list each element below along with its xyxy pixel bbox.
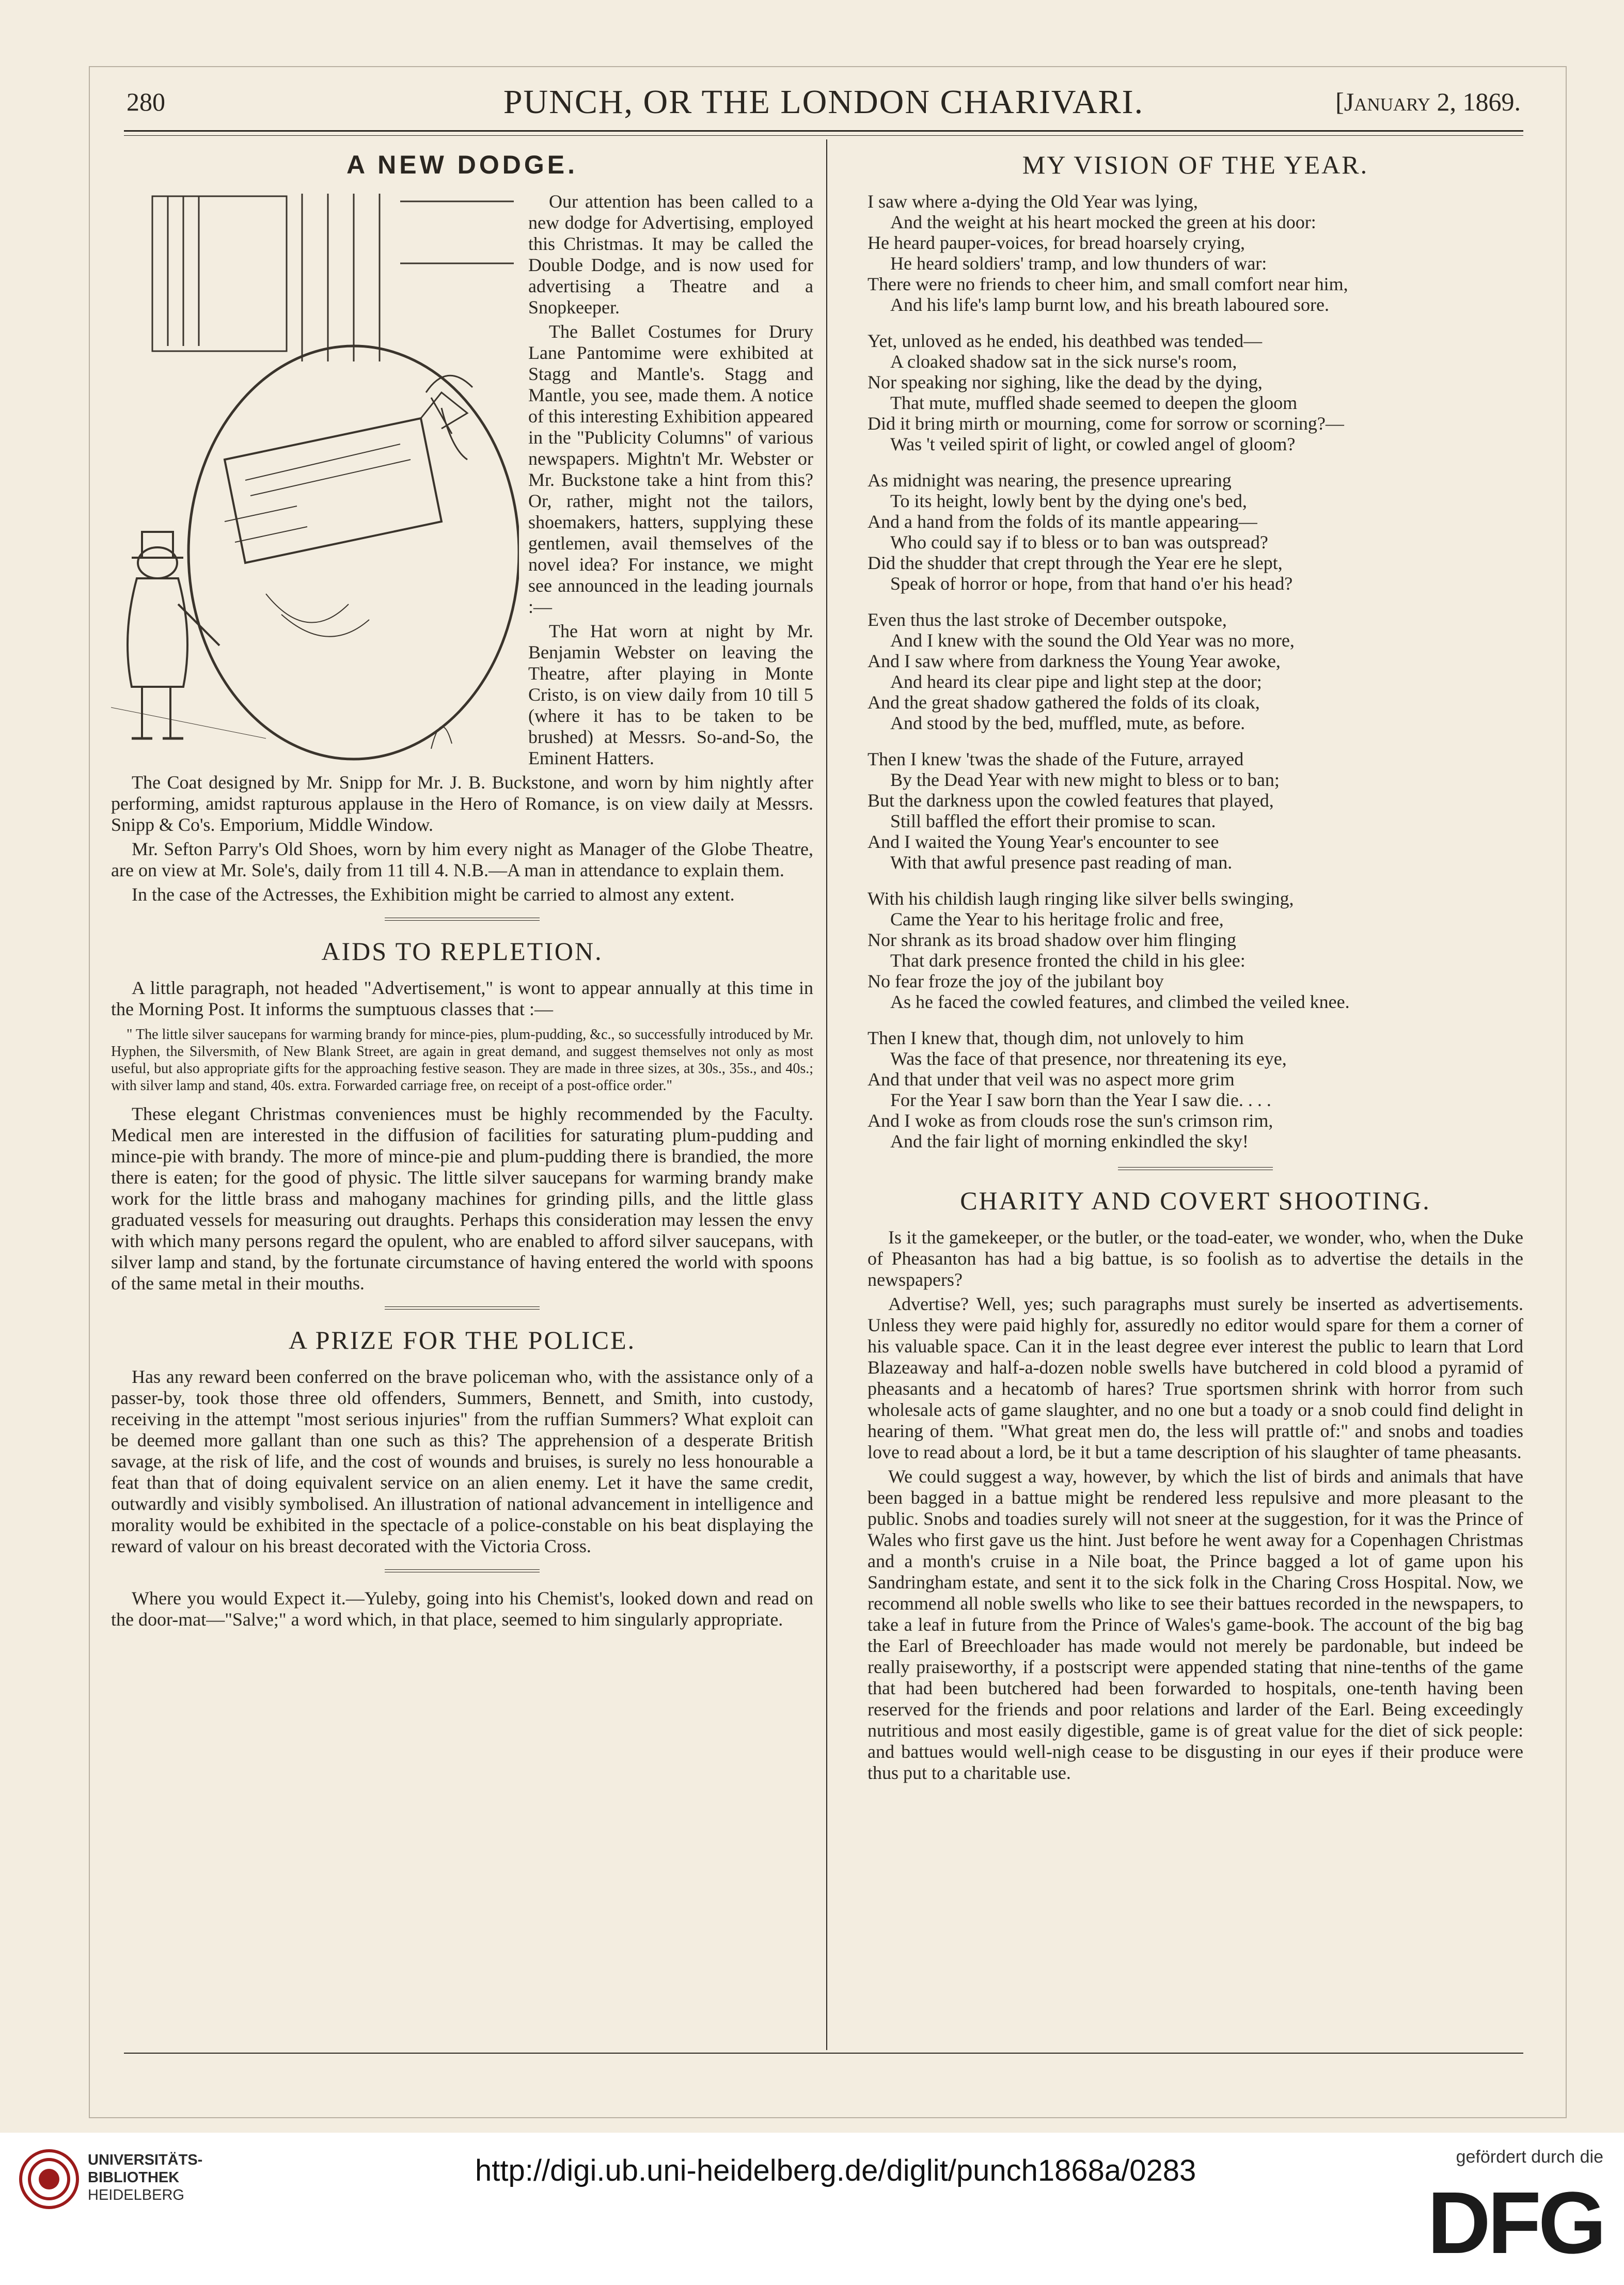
- charity-p1: Is it the gamekeeper, or the butler, or the toad-eater, we wonder, who, when the Duke of Pheasanton has had a big battue, is so foolish as to advertise the details in the newspapers?: [868, 1227, 1523, 1290]
- poem-stanza: [868, 609, 1523, 733]
- poem-stanza: [868, 888, 1523, 1012]
- aids-p2: These elegant Christmas conveniences must be highly recommended by the Faculty. Medical men are interested in the diffusion of facilities for saturating plum-pudding and mince-pie with brandy. The more of mince-pie and plum-pudding there is brandied, the more there is eaten; for the good of physic. The little silver saucepans for warming brandy make work for the little brass and mahogany machines for grinding pills, and the little glass graduated vessels for measuring out draughts. Perhaps this consideration may lessen the envy with which many persons regard the opulent, who are enabled to afford silver saucepans, with silver lamp and stand, by the fortunate circumstance of having entered the world with spoons of the same metal in their mouths.: [111, 1104, 813, 1294]
- poem-line: And his life's lamp burnt low, and his breath laboured sore.: [890, 294, 1329, 315]
- new-dodge-p1: Our attention has been called to a new dodge for Advertising, employed this Christmas. It may be called the Double Dodge, and is now used for advertising a Theatre and a Snopkeeper.: [528, 191, 813, 318]
- left-column: [111, 150, 813, 1633]
- poem-line: And the weight at his heart mocked the green at his door:: [890, 212, 1316, 232]
- poem-line: Then I knew 'twas the shade of the Future, arrayed: [868, 749, 1244, 769]
- article-title-vision: MY VISION OF THE YEAR.: [1022, 150, 1369, 179]
- poem-line: And I waited the Young Year's encounter to see: [868, 831, 1219, 852]
- poem-line: Was the face of that presence, nor threatening its eye,: [890, 1048, 1287, 1069]
- poem-line: And the fair light of morning enkindled the sky!: [890, 1131, 1249, 1152]
- poem-line: There were no friends to cheer him, and small comfort near him,: [868, 274, 1348, 294]
- poem-line: Nor speaking nor sighing, like the dead by the dying,: [868, 372, 1263, 392]
- poem-line: And I woke as from clouds rose the sun's crimson rim,: [868, 1110, 1273, 1131]
- poem-line: A cloaked shadow sat in the sick nurse's room,: [890, 351, 1237, 372]
- poem-line: Did the shudder that crept through the Year ere he slept,: [868, 553, 1283, 573]
- library-name-line: HEIDELBERG: [88, 2187, 184, 2203]
- poem-line: To its height, lowly bent by the dying one's bed,: [890, 491, 1247, 511]
- poem-stanzas: [868, 191, 1523, 1152]
- poem-line: For the Year I saw born than the Year I saw die. . . .: [890, 1090, 1271, 1110]
- header-rule: [124, 130, 1523, 132]
- poem-line: By the Dead Year with new might to bless or to ban;: [890, 769, 1280, 790]
- poem-line: And heard its clear pipe and light step at the door;: [890, 671, 1262, 692]
- library-name-line: BIBLIOTHEK: [88, 2169, 180, 2186]
- poem-line: Even thus the last stroke of December outspoke,: [868, 609, 1227, 630]
- charity-p3: We could suggest a way, however, by which the list of birds and animals that have been bagged in a battue might be rendered less repulsive and more pleasant to the public. Snobs and toadies surely will not sneer at the suggestion, for it was the Prince of Wales who first gave us the hint. Just before he went away for a Copenhagen Christmas and a month's cruise in a Nile boat, the Prince bagged a lot of game upon his Sandringham estate, and sent it to the sick folk in the Charing Cross Hospital. Now, we recommend all noble swells who like to see their battues recorded in the newspapers, to take a leaf in future from the Prince of Wales's game-book. The account of the big bag the Earl of Breechloader has made would not merely be pardonable, but indeed be really praiseworthy, if a postscript were appended stating that nine-tenths of the game that had been butchered had been forwarded to hospitals, one-tenth having been reserved for the friends and poor relations and larder of the Earl. Being exceedingly nutritious and most easily digestible, game is of great value for the diet of sick people: and battues would well-nigh cease to be disgusting in our eyes if their produce were thus put to a charitable use.: [868, 1466, 1523, 1783]
- poem-line: Did it bring mirth or mourning, come for sorrow or scorning?—: [868, 413, 1344, 434]
- poem-line: And that under that veil was no aspect more grim: [868, 1069, 1235, 1090]
- new-dodge-p4: The Coat designed by Mr. Snipp for Mr. J. B. Buckstone, and worn by him nightly after performing, amidst rapturous applause in the Hero of Romance, is on view daily at Messrs. Snipp & Co's. Emporium, Middle Window.: [111, 772, 813, 835]
- library-name: [88, 2151, 202, 2204]
- page-number: 280: [127, 87, 165, 116]
- section-separator: [1118, 1167, 1273, 1170]
- poem-line: And the great shadow gathered the folds of its cloak,: [868, 692, 1260, 713]
- library-name-line: UNIVERSITÄTS-: [88, 2152, 203, 2168]
- aids-p1: A little paragraph, not headed "Advertisement," is wont to appear annually at this time in the Morning Post. It informs the sumptuous classes that :—: [111, 978, 813, 1019]
- new-dodge-p5: Mr. Sefton Parry's Old Shoes, worn by him every night as Manager of the Globe Theatre, are on view at Mr. Sole's, daily from 11 till 4. N.B.—A man in attendance to explain them.: [111, 839, 813, 880]
- poem-line: Nor shrank as its broad shadow over him flinging: [868, 929, 1236, 950]
- poem-line: Yet, unloved as he ended, his deathbed was tended—: [868, 330, 1263, 351]
- running-header: [127, 83, 1521, 129]
- poem-line: As midnight was nearing, the presence uprearing: [868, 470, 1232, 491]
- article-title-new-dodge: A NEW DODGE.: [346, 150, 578, 179]
- new-dodge-p6: In the case of the Actresses, the Exhibition might be carried to almost any extent.: [132, 884, 735, 905]
- poem-line: And I saw where from darkness the Young Year awoke,: [868, 651, 1281, 671]
- new-dodge-p2: The Ballet Costumes for Drury Lane Pantomime were exhibited at Stagg and Mantle's. Stagg and Mantle, you see, made them. A notice of this interesting Exhibition appeared in the "Publicity Columns" of various newspapers. Mightn't Mr. Webster or Mr. Buckstone take a hint from this? Or, rather, might not the tailors, shoemakers, hatters, supplying these gentlemen, avail themselves of the novel idea? For instance, we might see announced in the leading journals :—: [528, 321, 813, 617]
- poem-line: As he faced the cowled features, and climbed the veiled knee.: [890, 991, 1350, 1012]
- digitization-footer: [0, 2133, 1624, 2285]
- poem-stanza: [868, 191, 1523, 315]
- poem-line: Then I knew that, though dim, not unlovely to him: [868, 1028, 1244, 1048]
- poem-line: Was 't veiled spirit of light, or cowled angel of gloom?: [890, 434, 1296, 454]
- source-url-link[interactable]: http://digi.ub.uni-heidelberg.de/diglit/punch1868a/0283: [475, 2154, 1196, 2187]
- poem-line: With that awful presence past reading of man.: [890, 852, 1233, 873]
- right-column: [868, 150, 1523, 1787]
- cartoon-drawing: [111, 191, 519, 764]
- poem-line: Speak of horror or hope, from that hand o'er his head?: [890, 573, 1293, 594]
- prize-p1: Has any reward been conferred on the brave policeman who, with the assistance only of a passer-by, took those three old offenders, Summers, Bennett, and Smith, into custody, receiving in the attempt "most serious injuries" from the ruffian Summers? What exploit can be deemed more gallant than one such as this? The apprehension of a desperate British savage, at the risk of life, and the cost of wounds and bruises, is surely no less honourable a feat than that of doing equivalent service on an alien enemy. Let it have the same credit, outwardly and visibly symbolised. An illustration of national advancement in intelligence and morality would be exhibited in the spectacle of a police-constable on his beat displaying the reward of valour on his breast decorated with the Victoria Cross.: [111, 1366, 813, 1556]
- poem-line: He heard pauper-voices, for bread hoarsely crying,: [868, 232, 1245, 253]
- poem-stanza: [868, 1028, 1523, 1152]
- poem-line: With his childish laugh ringing like silver bells swinging,: [868, 888, 1294, 909]
- charity-p2: Advertise? Well, yes; such paragraphs must surely be inserted as advertisements. Unless they were paid highly for, assuredly no editor would spare for them a corner of his valuable space. Can it in the least degree ever interest the public to learn that Lord Blazeaway and half-a-dozen noble swells have butchered in cold blood a pyramid of pheasants and a hecatomb of hares? True sportsmen shrink with horror from such wholesale acts of game slaughter, and no one but a toady or a snob could find delight in hearing of them. "What great men do, the less will prattle of:" and snobs and toadies love to read about a lord, be it but a tame description of his slaughter of tame pheasants.: [868, 1294, 1523, 1462]
- poem-line: Came the Year to his heritage frolic and free,: [890, 909, 1224, 929]
- university-library-logo-icon: [18, 2148, 80, 2210]
- article-title-prize: A PRIZE FOR THE POLICE.: [288, 1326, 636, 1354]
- poem-line: He heard soldiers' tramp, and low thunders of war:: [890, 253, 1267, 274]
- poem-line: No fear froze the joy of the jubilant boy: [868, 971, 1164, 991]
- poem-stanza: [868, 749, 1523, 873]
- cartoon-illustration: [111, 191, 519, 764]
- aids-quote: " The little silver saucepans for warming brandy for mince-pies, plum-pudding, &c., so successfully introduced by Mr. Hyphen, the Silversmith, of New Blank Street, are again in great demand, and suggest themselves not only as most useful, but also appropriate gifts for the approaching festive season. They are made in three sizes, at 30s., 35s., and 40s.; with silver lamp and stand, 40s. extra. Forwarded carriage free, on receipt of a post-office order.": [111, 1027, 813, 1094]
- footer-rule: [124, 2053, 1523, 2054]
- article-title-charity: CHARITY AND COVERT SHOOTING.: [960, 1186, 1431, 1215]
- dfg-logo: DFG: [1427, 2174, 1603, 2272]
- header-rule-thin: [124, 135, 1523, 136]
- poem-line: Still baffled the effort their promise to scan.: [890, 811, 1216, 831]
- funder-label: gefördert durch die: [1456, 2147, 1603, 2167]
- column-divider: [826, 139, 827, 2050]
- section-separator: [385, 1306, 540, 1310]
- section-separator: [385, 918, 540, 921]
- issue-date: [January 2, 1869.: [1335, 87, 1521, 116]
- expect-it-p1: Where you would Expect it.—Yuleby, going into his Chemist's, looked down and read on the door-mat—"Salve;" a word which, in that place, seemed to him singularly appropriate.: [111, 1588, 813, 1630]
- poem-line: And stood by the bed, muffled, mute, as before.: [890, 713, 1245, 733]
- poem-line: That mute, muffled shade seemed to deepen the gloom: [890, 392, 1298, 413]
- poem-stanza: [868, 470, 1523, 594]
- poem-line: But the darkness upon the cowled features that played,: [868, 790, 1274, 811]
- poem-stanza: [868, 330, 1523, 454]
- poem-line: Who could say if to bless or to ban was outspread?: [890, 532, 1268, 553]
- article-title-aids: AIDS TO REPLETION.: [321, 937, 603, 966]
- poem-line: And a hand from the folds of its mantle appearing—: [868, 511, 1257, 532]
- running-title: PUNCH, OR THE LONDON CHARIVARI.: [503, 83, 1144, 121]
- new-dodge-p3: The Hat worn at night by Mr. Benjamin Webster on leaving the Theatre, after playing in Monte Cristo, is on view daily from 10 till 5 (where it has to be taken to be brushed) at Messrs. So-and-So, the Eminent Hatters.: [528, 621, 813, 768]
- poem-line: And I knew with the sound the Old Year was no more,: [890, 630, 1295, 651]
- poem-line: I saw where a-dying the Old Year was lying,: [868, 191, 1198, 212]
- section-separator: [385, 1569, 540, 1572]
- poem-line: That dark presence fronted the child in his glee:: [890, 950, 1245, 971]
